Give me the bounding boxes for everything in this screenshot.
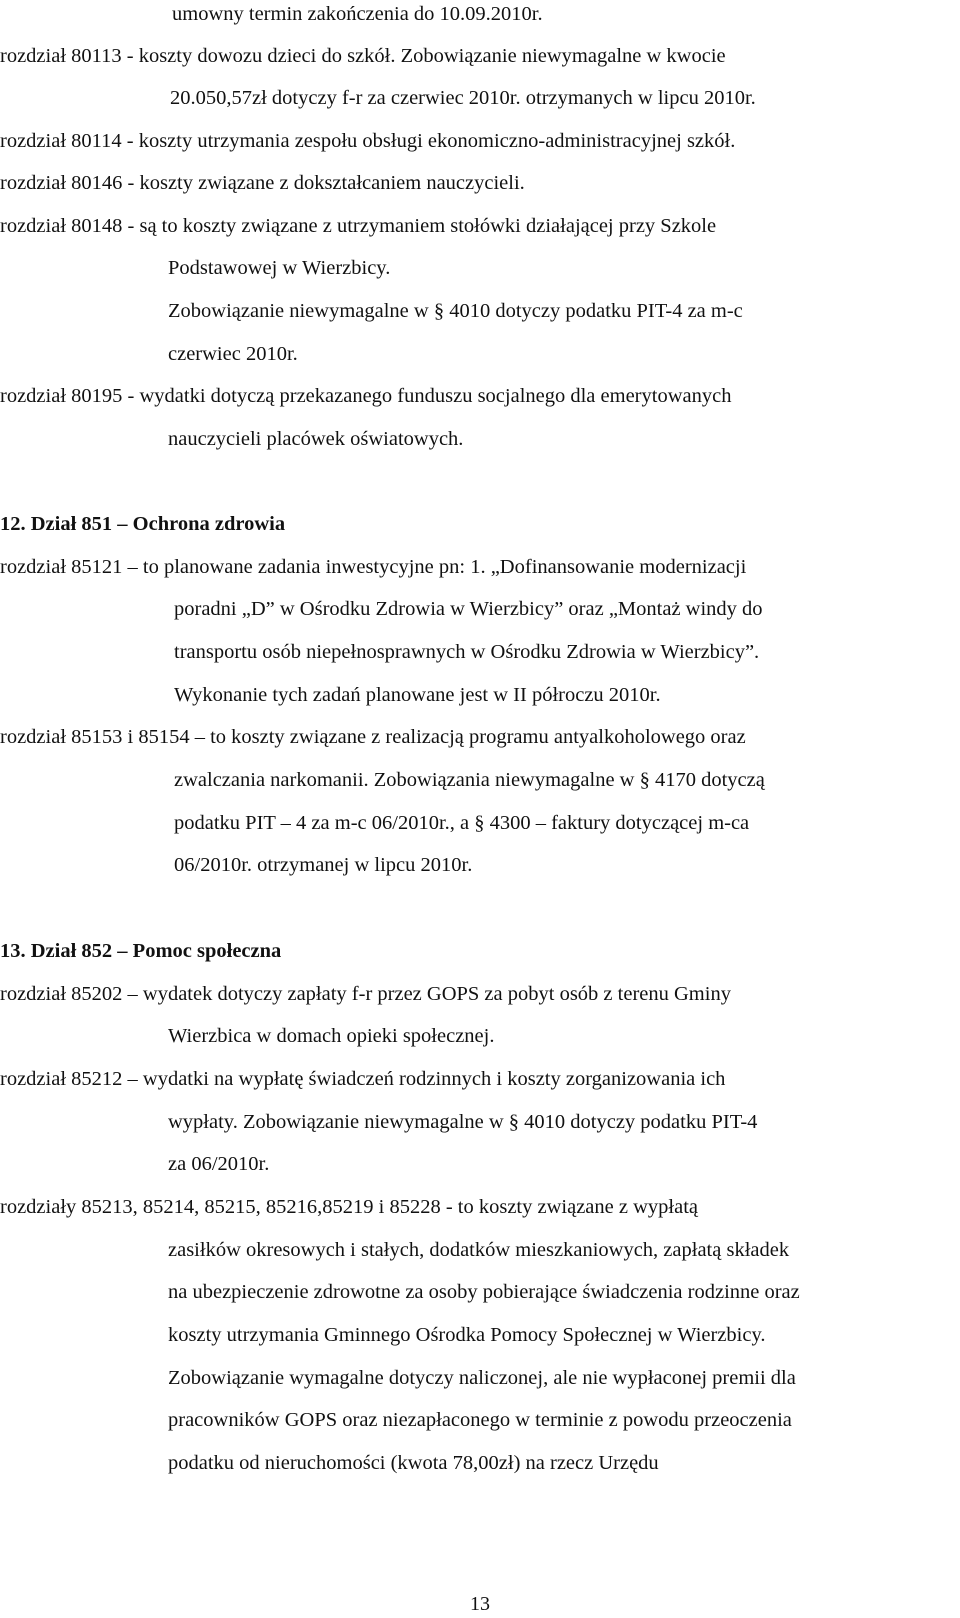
text-line: nauczycieli placówek oświatowych. <box>168 428 464 450</box>
text-line: zasiłków okresowych i stałych, dodatków mieszkaniowych, zapłatą składek <box>168 1239 790 1261</box>
text-line: rozdział 80113 - koszty dowozu dzieci do szkół. Zobowiązanie niewymagalne w kwocie <box>0 45 726 67</box>
text-line: rozdziały 85213, 85214, 85215, 85216,85219 i 85228 - to koszty związane z wypłatą <box>0 1196 698 1218</box>
text-line: czerwiec 2010r. <box>168 343 298 365</box>
text-line: Wykonanie tych zadań planowane jest w II półroczu 2010r. <box>174 684 661 706</box>
text-line: rozdział 85121 – to planowane zadania inwestycyjne pn: 1. „Dofinansowanie modernizacji <box>0 556 747 578</box>
text-line: poradni „D” w Ośrodku Zdrowia w Wierzbicy” oraz „Montaż windy do <box>174 598 763 620</box>
text-line: rozdział 80146 - koszty związane z dokształcaniem nauczycieli. <box>0 172 525 194</box>
text-line: rozdział 85202 – wydatek dotyczy zapłaty f-r przez GOPS za pobyt osób z terenu Gminy <box>0 983 731 1005</box>
text-line: rozdział 80195 - wydatki dotyczą przekazanego funduszu socjalnego dla emerytowanych <box>0 385 732 407</box>
text-line: rozdział 85153 i 85154 – to koszty związane z realizacją programu antyalkoholowego oraz <box>0 726 746 748</box>
text-line: 20.050,57zł dotyczy f-r za czerwiec 2010r. otrzymanych w lipcu 2010r. <box>170 87 756 109</box>
text-line: pracowników GOPS oraz niezapłaconego w terminie z powodu przeoczenia <box>168 1409 792 1431</box>
text-line: za 06/2010r. <box>168 1153 270 1175</box>
text-line: wypłaty. Zobowiązanie niewymagalne w § 4010 dotyczy podatku PIT-4 <box>168 1111 758 1133</box>
section-heading: 13. Dział 852 – Pomoc społeczna <box>0 940 282 962</box>
text-line: Zobowiązanie wymagalne dotyczy naliczonej, ale nie wypłaconej premii dla <box>168 1367 796 1389</box>
text-line: zwalczania narkomanii. Zobowiązania niewymagalne w § 4170 dotyczą <box>174 769 765 791</box>
text-line: Podstawowej w Wierzbicy. <box>168 257 391 279</box>
text-line: podatku od nieruchomości (kwota 78,00zł) na rzecz Urzędu <box>168 1452 659 1474</box>
text-line: transportu osób niepełnosprawnych w Ośrodku Zdrowia w Wierzbicy”. <box>174 641 760 663</box>
section-heading: 12. Dział 851 – Ochrona zdrowia <box>0 513 286 535</box>
text-line: umowny termin zakończenia do 10.09.2010r. <box>172 3 543 25</box>
text-line: rozdział 80148 - są to koszty związane z utrzymaniem stołówki działającej przy Szkole <box>0 215 717 237</box>
text-line: koszty utrzymania Gminnego Ośrodka Pomocy Społecznej w Wierzbicy. <box>168 1324 766 1346</box>
text-line: podatku PIT – 4 za m-c 06/2010r., a § 4300 – faktury dotyczącej m-ca <box>174 812 750 834</box>
page-number: 13 <box>470 1593 490 1615</box>
text-line: rozdział 80114 - koszty utrzymania zespołu obsługi ekonomiczno-administracyjnej szkół. <box>0 130 736 152</box>
text-line: rozdział 85212 – wydatki na wypłatę świadczeń rodzinnych i koszty zorganizowania ich <box>0 1068 726 1090</box>
text-line: 06/2010r. otrzymanej w lipcu 2010r. <box>174 854 473 876</box>
text-line: Wierzbica w domach opieki społecznej. <box>168 1025 495 1047</box>
text-line: na ubezpieczenie zdrowotne za osoby pobierające świadczenia rodzinne oraz <box>168 1281 800 1303</box>
text-line: Zobowiązanie niewymagalne w § 4010 dotyczy podatku PIT-4 za m-c <box>168 300 743 322</box>
